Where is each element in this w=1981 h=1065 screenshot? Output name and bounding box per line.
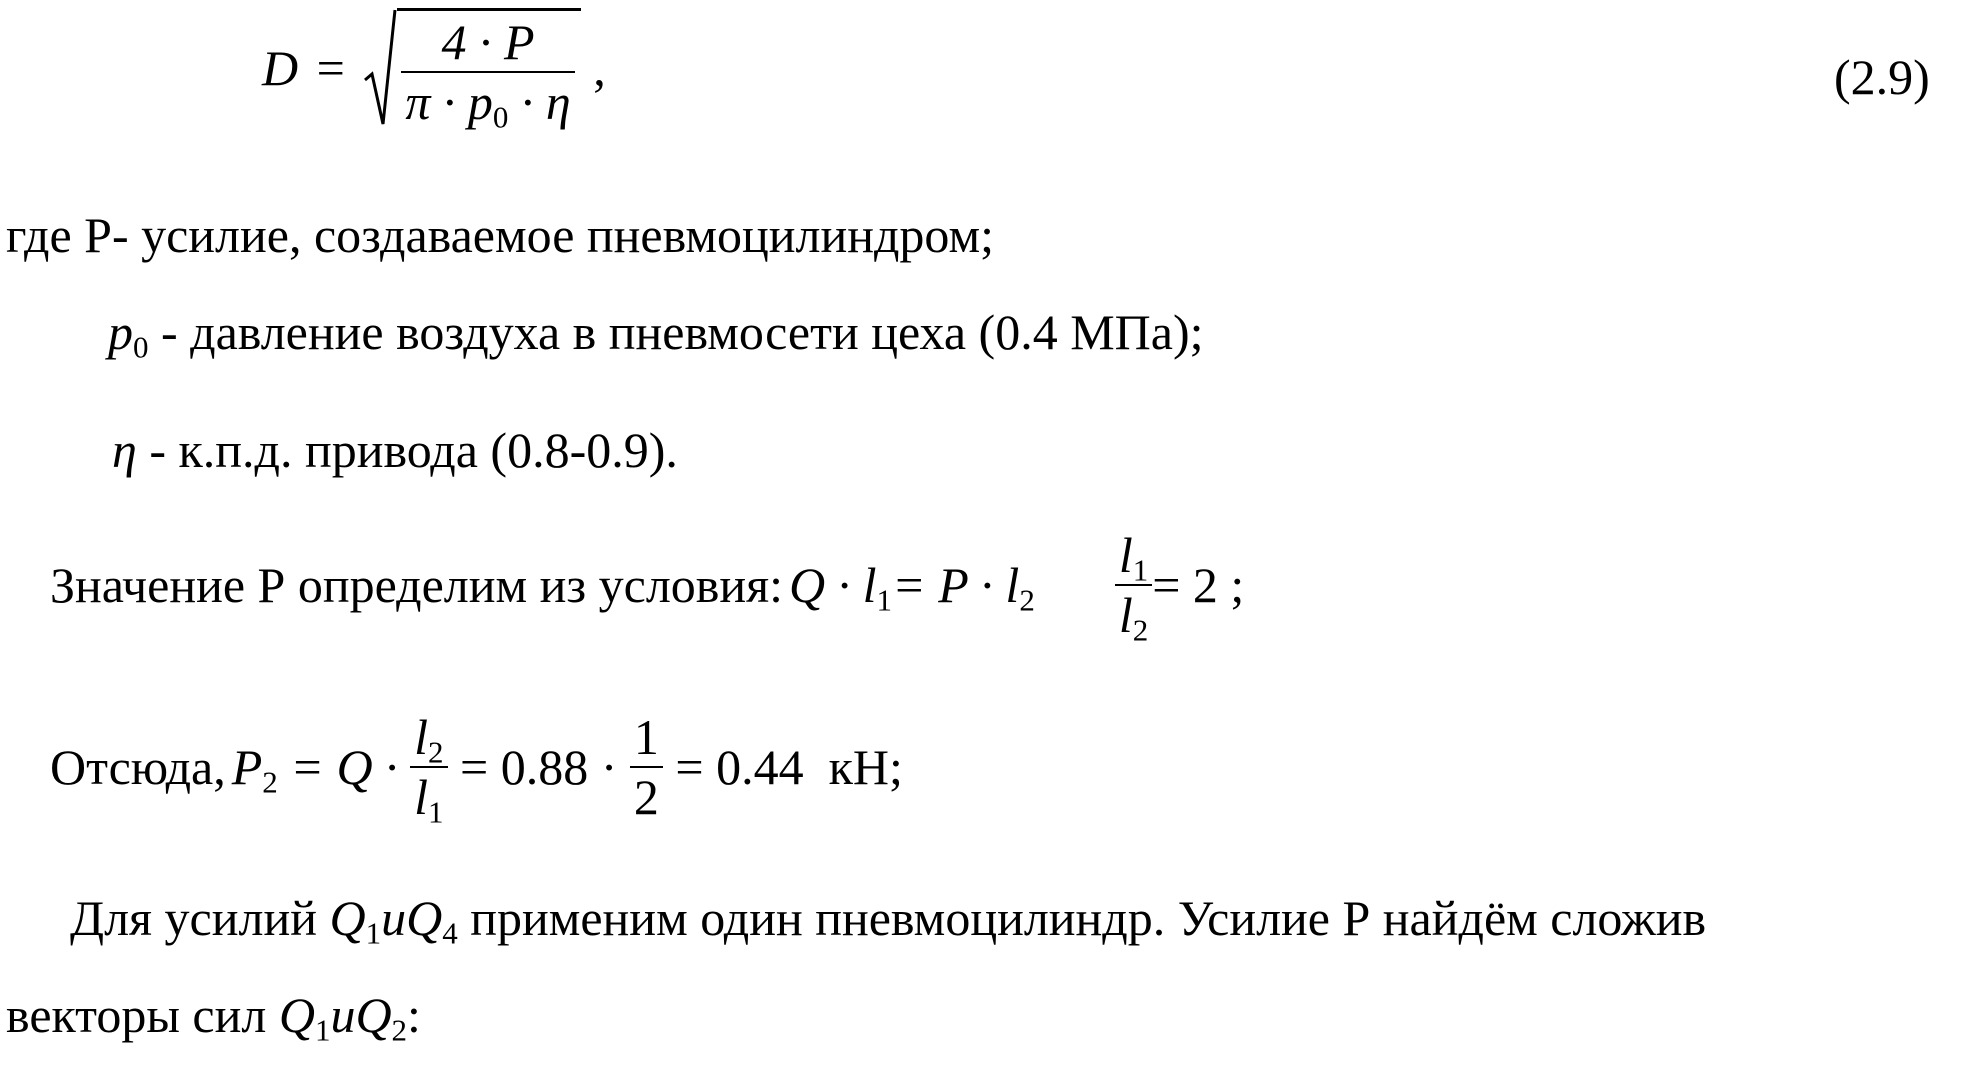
f1-den-l: l	[414, 769, 429, 825]
l2-over-l1	[410, 709, 447, 830]
condition-line	[50, 527, 1245, 648]
q1b-sub: 1	[314, 1012, 331, 1048]
paragraph-line-1	[70, 890, 1707, 951]
formula-comma: ,	[593, 40, 606, 96]
l2-sub: 2	[1019, 582, 1035, 618]
ratio-denominator	[1115, 587, 1152, 648]
para-rest: применим один пневмоцилиндр. Усилие Р найдём сложив	[457, 890, 1707, 946]
q1b: Q	[278, 987, 315, 1043]
ratio-den-sub: 2	[1132, 612, 1149, 648]
fraction-numerator: 4 · P	[441, 14, 535, 70]
condition-eq-right	[892, 557, 1035, 618]
q2: Q	[355, 987, 392, 1043]
denom-p-sub: 0	[492, 99, 509, 135]
ratio-numerator	[1115, 527, 1152, 588]
f1-num-l: l	[414, 709, 429, 765]
para-start: Для усилий	[70, 890, 330, 946]
eta-symbol: η	[112, 422, 137, 478]
paragraph-line-2	[6, 987, 421, 1048]
f1-bar	[410, 766, 447, 768]
q2-sub: 2	[391, 1012, 408, 1048]
equation-number: (2.9)	[1834, 49, 1930, 105]
q1-symbol	[329, 890, 458, 951]
result-text: Отсюда,	[50, 739, 226, 795]
q1-sub: 1	[365, 915, 382, 951]
condition-eq-left	[789, 557, 893, 618]
half-bar	[630, 766, 663, 768]
radical-sign-icon	[363, 8, 397, 128]
result-line	[50, 709, 903, 830]
ratio-bar	[1115, 584, 1152, 586]
fraction-denominator	[401, 74, 574, 135]
q4: Q	[406, 890, 443, 946]
denom-pi: π ·	[405, 74, 468, 130]
definition-eta	[112, 422, 678, 478]
p0-symbol: p	[108, 304, 133, 360]
ub-letter: u	[330, 987, 356, 1043]
result-mid: = 0.88 ·	[447, 739, 630, 795]
ratio-rhs: = 2 ;	[1152, 557, 1245, 613]
q-l: Q · l	[789, 557, 877, 613]
square-root	[363, 8, 580, 135]
p-symbol: P	[231, 739, 263, 795]
formula-eq: =	[316, 40, 345, 96]
p2-sub: 2	[262, 764, 278, 800]
ratio-fraction	[1115, 527, 1152, 648]
fraction-bar	[401, 71, 574, 73]
ratio-den-l: l	[1118, 587, 1133, 643]
f1-den-sub: 1	[428, 794, 444, 830]
u-letter: u	[381, 890, 407, 946]
formula-fraction	[401, 14, 574, 135]
p0-subscript: 0	[133, 329, 149, 365]
definition-p: где Р- усилие, создаваемое пневмоцилиндром;	[6, 207, 995, 263]
p-l: = P · l	[892, 557, 1020, 613]
para-colon: :	[407, 987, 421, 1043]
formula-lhs: D	[262, 40, 299, 96]
eta-description: - к.п.д. привода (0.8-0.9).	[136, 422, 678, 478]
denom-eta: · η	[508, 74, 571, 130]
l1-sub: 1	[876, 582, 893, 618]
condition-text: Значение Р определим из условия:	[50, 557, 784, 613]
para-line2-start: векторы сил	[6, 987, 279, 1043]
result-tail: = 0.44 кН;	[662, 739, 903, 795]
q1: Q	[329, 890, 366, 946]
ratio-num-sub: 1	[1132, 552, 1149, 588]
definition-p0	[108, 304, 1204, 365]
formula-2-9	[262, 8, 606, 135]
l2-numerator	[410, 709, 447, 770]
half-fraction	[630, 709, 663, 825]
result-p2	[231, 739, 278, 800]
p0-description: - давление воздуха в пневмосети цеха (0.4 МПа);	[148, 304, 1204, 360]
q4-sub: 4	[442, 915, 458, 951]
half-denominator: 2	[633, 769, 659, 825]
result-eq-q: = Q ·	[277, 739, 411, 795]
l1-denominator	[410, 769, 447, 830]
q1-q2-symbol	[278, 987, 408, 1048]
ratio-num-l: l	[1118, 527, 1133, 583]
denom-p: p	[467, 74, 493, 130]
f1-num-sub: 2	[428, 734, 444, 770]
half-numerator: 1	[633, 709, 659, 765]
radicand	[397, 8, 580, 135]
